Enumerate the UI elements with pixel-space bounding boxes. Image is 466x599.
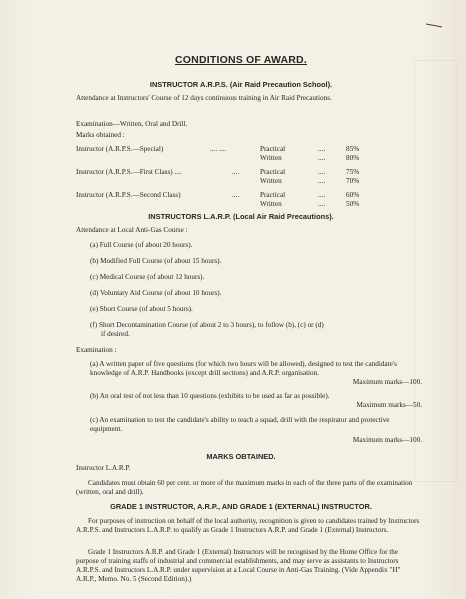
exam-b-max-marks: Maximum marks—50. <box>356 401 422 409</box>
marks-row-label: Instructor (A.R.P.S.—Special) <box>76 145 164 153</box>
exam-a-max-marks: Maximum marks—100. <box>352 378 422 386</box>
section-heading-larp: INSTRUCTORS L.A.R.P. (Local Air Raid Precautions). <box>148 212 334 221</box>
marks-practical-value: 75% <box>346 168 360 176</box>
marks-val-dots: .... <box>318 168 326 176</box>
exam-c-max-marks: Maximum marks—100. <box>352 436 422 444</box>
section-heading-grade1: GRADE 1 INSTRUCTOR, A.R.P., AND GRADE 1 (EXTERNAL) INSTRUCTOR. <box>110 502 372 511</box>
course-item: (c) Medical Course (of about 12 hours). <box>90 273 205 281</box>
course-item-f-cont: if desired. <box>101 330 130 338</box>
marks-val-dots: .... <box>318 145 326 153</box>
larp-instructor-label: Instructor L.A.R.P. <box>76 464 131 472</box>
larp-attendance: Attendance at Local Anti-Gas Course : <box>76 226 188 234</box>
marks-written-label: Written <box>260 154 282 162</box>
section-heading-marks: MARKS OBTAINED. <box>206 452 276 461</box>
marks-written-value: 80% <box>346 154 360 162</box>
marks-val-dots: .... <box>318 191 326 199</box>
marks-written-value: 70% <box>346 177 360 185</box>
course-item: (e) Short Course (of about 5 hours). <box>90 305 193 313</box>
marks-row-special <box>60 145 422 165</box>
exam-item-c: (c) An examination to test the candidate's ability to teach a squad, drill with the respirator and protective equipment. <box>90 416 390 433</box>
marks-practical-label: Practical <box>260 168 286 176</box>
marks-practical-value: 85% <box>346 145 360 153</box>
pen-mark <box>425 22 443 28</box>
marks-row-first-class <box>60 168 422 188</box>
marks-row-dots: .... <box>232 191 240 199</box>
exam-item-a: (a) A written paper of five questions (for which two hours will be allowed), designed to test the candidate's knowledge of A.R.P. Handbooks (except drill sections) and A.R.P. organisation. <box>90 360 397 377</box>
grade1-paragraph-1: For purposes of instruction on behalf of the local authority, recognition is given to candidates trained by Instructors A.R.P.S. and Instructors L.A.R.P. to qualify as Grade 1 Instructors A.R.P. and Grade 1 (External) Instructors. <box>76 517 420 534</box>
marks-val-dots: .... <box>318 154 326 162</box>
marks-row-dots: .... <box>232 168 240 176</box>
page-title: CONDITIONS OF AWARD. <box>175 54 307 66</box>
course-item-f: (f) Short Decontamination Course (of about 2 to 3 hours), to follow (b), (c) or (d) <box>90 321 324 329</box>
larp-exam-label: Examination : <box>76 346 117 354</box>
grade1-paragraph-2: Grade 1 Instructors A.R.P. and Grade 1 (External) Instructors will be recognised by the Home Office for the purpose of training staffs of industrial and commercial establishments, and may serve as assistants to Instructors A.R.P.S. and Instructors L.A.R.P. under supervision at a Local Course in Anti-Gas Training. (Vide Appendix "H" A.R.P., Memo. No. 5 (Second Edition).) <box>76 548 401 583</box>
arps-marks-label: Marks obtained : <box>76 131 125 139</box>
marks-practical-label: Practical <box>260 145 286 153</box>
marks-row-second-class <box>60 191 422 211</box>
marks-practical-label: Practical <box>260 191 286 199</box>
marks-practical-value: 60% <box>346 191 360 199</box>
marks-row-label: Instructor (A.R.P.S.—First Class) .... <box>76 168 182 176</box>
marks-written-label: Written <box>260 200 282 208</box>
section-heading-arps: INSTRUCTOR A.R.P.S. (Air Raid Precaution School). <box>149 80 333 89</box>
course-item: (d) Voluntary Aid Course (of about 10 hours). <box>90 289 222 297</box>
arps-attendance: Attendance at Instructors' Course of 12 days continuous training in Air Raid Precautions. <box>76 94 332 102</box>
arps-examination: Examination—Written, Oral and Drill. <box>76 120 188 128</box>
exam-item-b: (b) An oral test of not less than 10 questions (exhibits to be used as far as possible). <box>90 392 330 400</box>
marks-val-dots: .... <box>318 200 326 208</box>
course-item: (b) Modified Full Course (of about 15 hours). <box>90 257 222 265</box>
marks-row-label: Instructor (A.R.P.S.—Second Class) <box>76 191 181 199</box>
marks-row-dots: .... .... <box>210 145 227 153</box>
marks-requirement-text: Candidates must obtain 60 per cent. or more of the maximum marks in each of the three parts of the examination (written, oral and drill). <box>76 479 413 496</box>
marks-written-value: 50% <box>346 200 360 208</box>
marks-written-label: Written <box>260 177 282 185</box>
marks-val-dots: .... <box>318 177 326 185</box>
course-item: (a) Full Course (of about 20 hours). <box>90 241 193 249</box>
